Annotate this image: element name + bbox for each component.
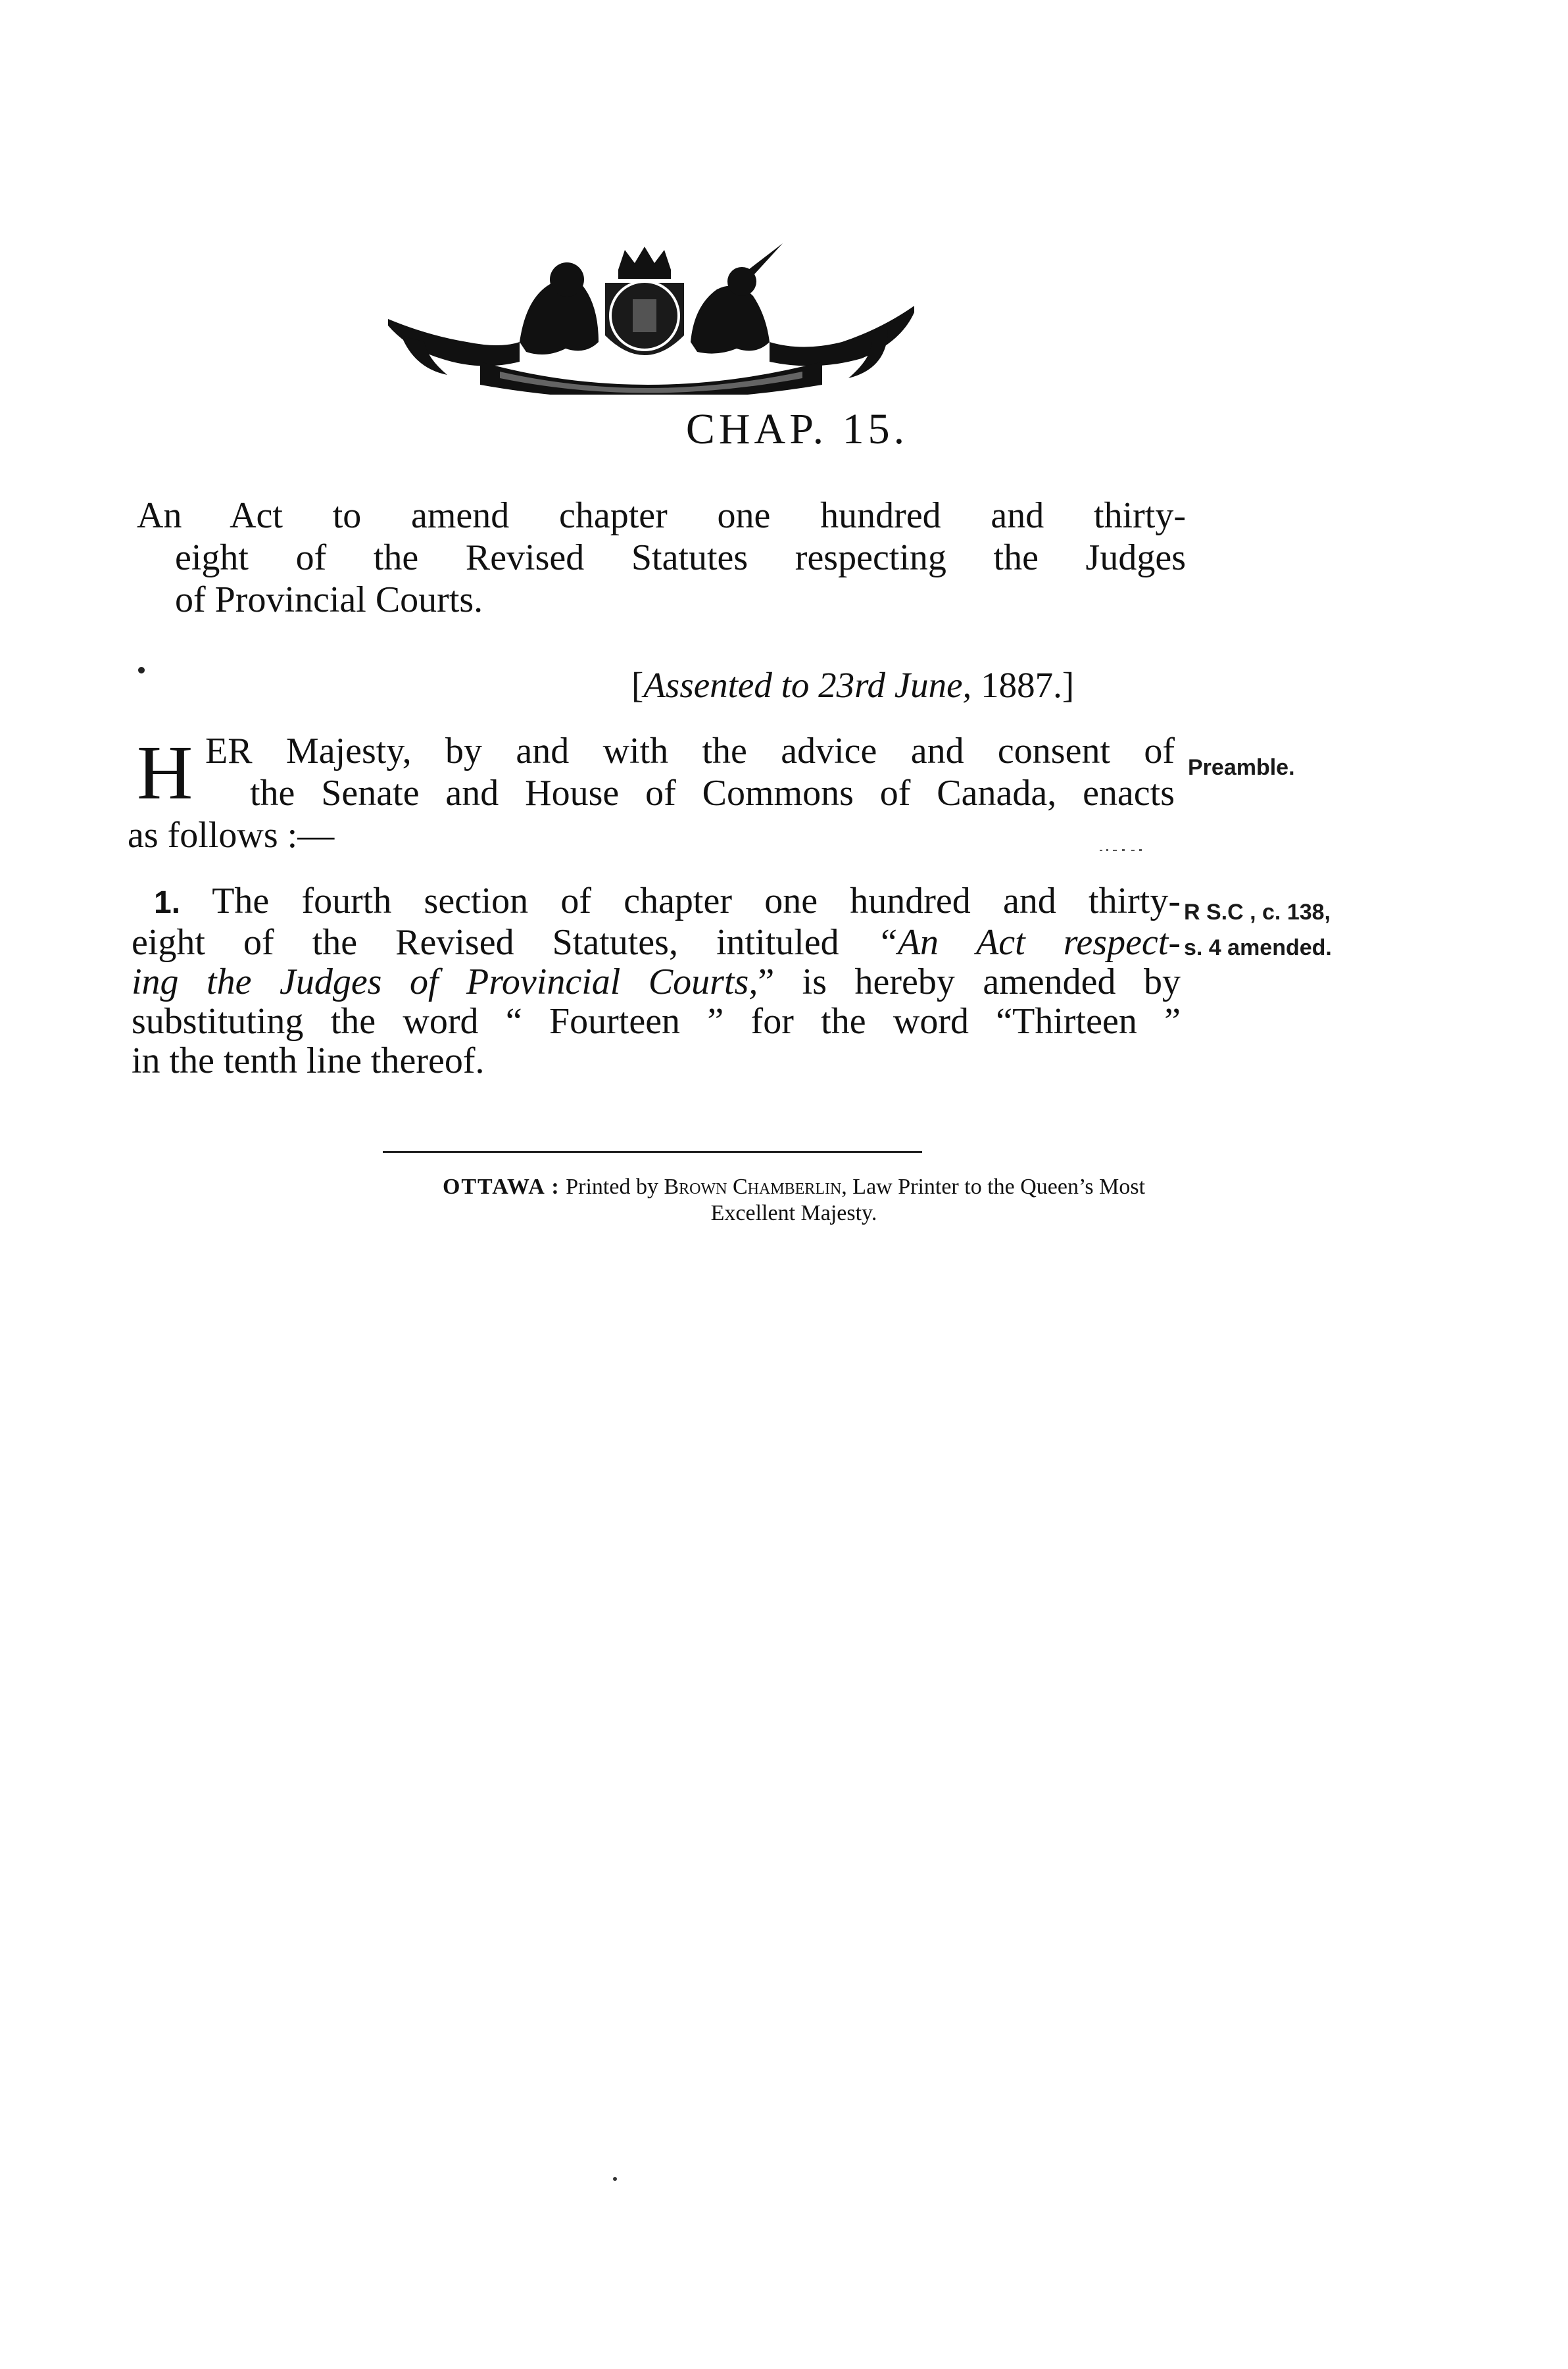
section-number: 1.	[154, 885, 181, 920]
preamble-margin-note: Preamble.	[1188, 755, 1295, 780]
act-title-line-1: An Act to amend chapter one hundred and thirty-	[137, 495, 1186, 536]
assent-close-bracket: ]	[1062, 665, 1075, 705]
assent-italic: Assented to 23rd June,	[643, 665, 972, 705]
section-1-line-2-text: eight of the Revised Statutes, intituled	[132, 922, 877, 963]
printer-imprint-line-1	[20, 1174, 1568, 1200]
imprint-role: Law Printer to the Queen’s Most	[846, 1175, 1146, 1199]
chapter-heading: CHAP. 15.	[685, 405, 909, 453]
section-1	[132, 881, 1181, 1081]
assent-date	[631, 664, 1074, 706]
assent-year: 1887.	[971, 665, 1062, 705]
preamble-line-1: ER Majesty, by and with the advice and consent of	[205, 731, 1175, 771]
act-title-line-3: of Provincial Courts.	[175, 579, 483, 620]
drop-cap: H	[137, 729, 193, 816]
section-1-line-3-italic: ing the Judges of Provincial Courts,	[132, 962, 758, 1002]
section-1-line-5: in the tenth line thereof.	[132, 1040, 485, 1081]
ink-speck	[613, 2177, 617, 2181]
section-1-margin-note-line-2: s. 4 amended.	[1184, 935, 1332, 960]
section-1-line-3	[132, 962, 1181, 1002]
royal-coat-of-arms-icon	[388, 243, 914, 395]
assent-open-bracket: [	[631, 665, 644, 705]
section-1-line-1	[132, 881, 1181, 923]
section-1-margin-note-line-1: R S.C , c. 138,	[1184, 900, 1331, 925]
printer-imprint	[0, 1174, 1568, 1227]
imprint-printed-by: Printed by	[560, 1175, 664, 1199]
section-1-line-4: substituting the word “ Fourteen ” for the word “Thirteen ”	[132, 1001, 1181, 1042]
preamble-line-3: as follows :—	[128, 815, 335, 856]
section-1-line-3-text: ” is hereby amended by	[758, 962, 1181, 1002]
section-1-margin-note	[1184, 894, 1332, 965]
section-1-line-2-italic: “An Act respect-	[877, 922, 1181, 963]
horizontal-rule	[383, 1151, 922, 1153]
imprint-printer-name: Brown Chamberlin,	[664, 1175, 847, 1199]
preamble-line-2: the Senate and House of Commons of Canada, enacts	[250, 773, 1175, 814]
act-title-line-2: eight of the Revised Statutes respecting the Judges	[175, 537, 1186, 578]
section-1-line-2	[132, 923, 1181, 962]
ink-smudge	[1100, 848, 1146, 852]
ink-mark	[138, 667, 145, 673]
imprint-place: OTTAWA :	[442, 1175, 560, 1199]
section-1-line-1-text: The fourth section of chapter one hundred and thirty-	[180, 881, 1181, 921]
printer-imprint-line-2: Excellent Majesty.	[710, 1201, 877, 1225]
preamble-paragraph	[128, 730, 1175, 856]
act-title	[137, 495, 1186, 621]
